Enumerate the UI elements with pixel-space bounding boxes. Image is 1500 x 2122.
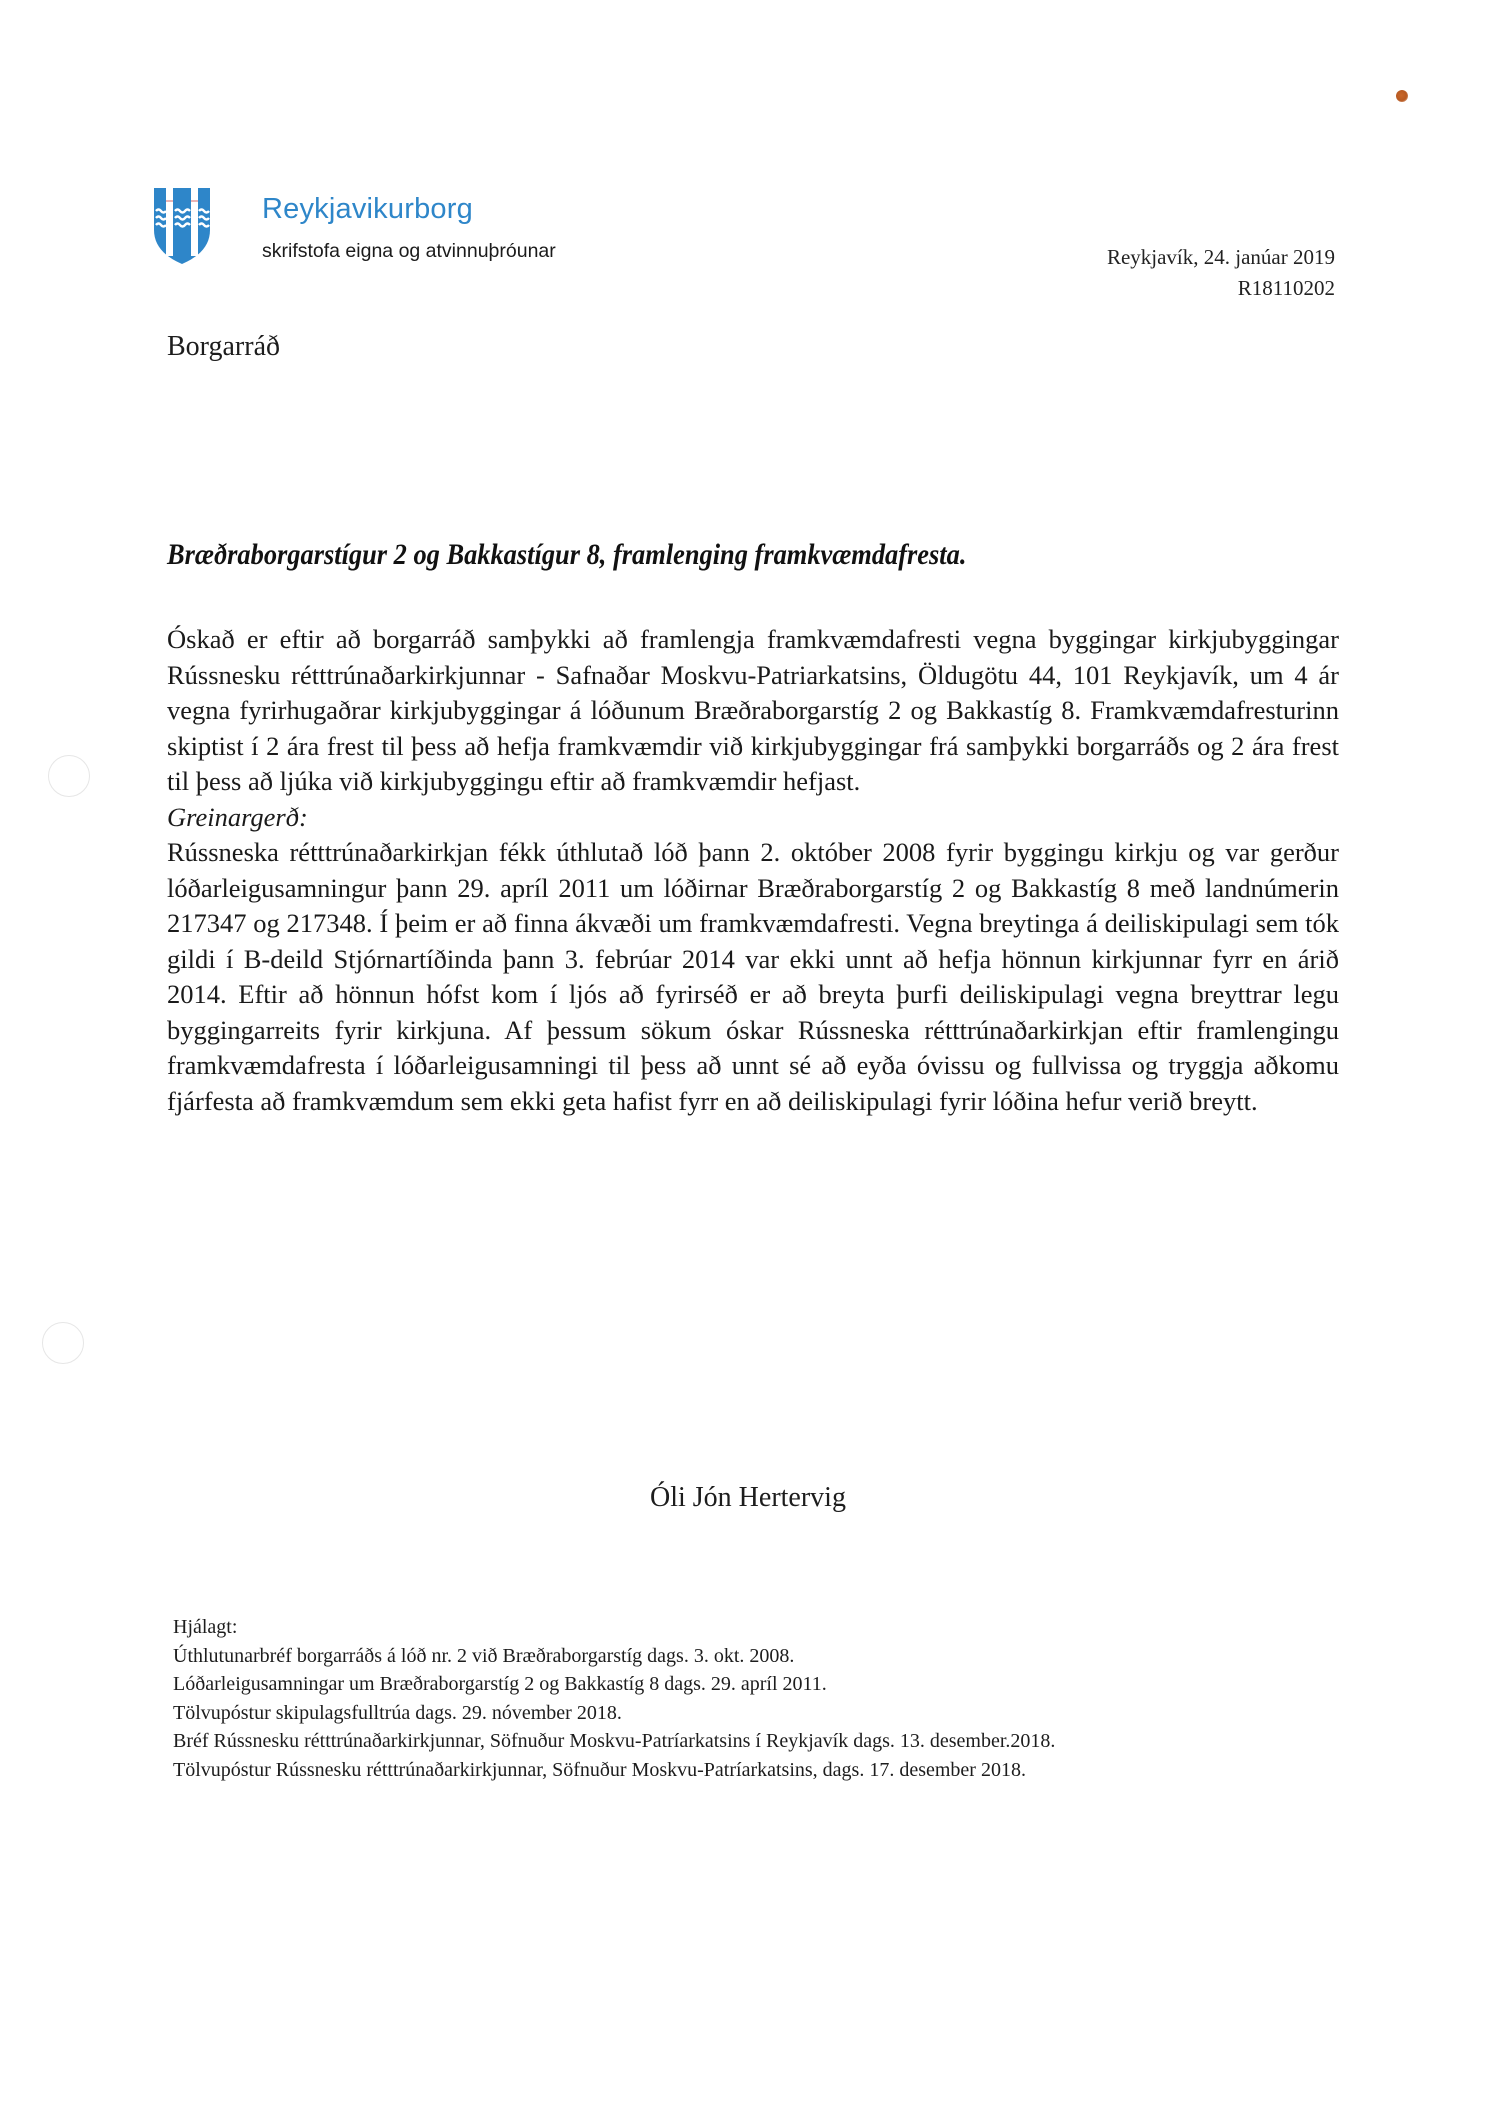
punch-hole-mark: [42, 1322, 84, 1364]
recipient: Borgarráð: [167, 331, 280, 362]
attachment-item: Tölvupóstur Rússnesku rétttrúnaðarkirkjunnar, Söfnuður Moskvu-Patríarkatsins, dags. 17. desember 2018.: [173, 1758, 1026, 1781]
date-block: [1107, 242, 1335, 304]
reykjavik-coat-of-arms-icon: [152, 186, 212, 266]
request-paragraph: Óskað er eftir að borgarráð samþykki að framlengja framkvæmdafresti vegna byggingar kirkjubyggingar Rússnesku rétttrúnaðarkirkjunnar - Safnaðar Moskvu-Patriarkatsins, Öldugötu 44, 101 Reykjavík, um 4 ár vegna fyrirhugaðrar kirkjubyggingar á lóðunum Bræðraborgarstíg 2 og Bakkastíg 8. Framkvæmdafresturinn skiptist í 2 ára frest til þess að hefja framkvæmdir við kirkjubyggingar frá samþykki borgarráðs og 2 ára frest til þess að ljúka við kirkjubyggingu eftir að framkvæmdir hefjast.: [167, 624, 1339, 796]
subject-line: Bræðraborgarstígur 2 og Bakkastígur 8, framlenging framkvæmdafresta.: [167, 538, 967, 571]
attachments-list: [173, 1613, 1055, 1784]
punch-hole-mark: [48, 755, 90, 797]
attachment-item: Bréf Rússnesku rétttrúnaðarkirkjunnar, Söfnuður Moskvu-Patríarkatsins í Reykjavík dags. 13. desember.2018.: [173, 1730, 1056, 1752]
place-date: Reykjavík, 24. janúar 2019: [1106, 245, 1335, 269]
attachment-item: Tölvupóstur skipulagsfulltrúa dags. 29. nóvember 2018.: [173, 1701, 622, 1724]
explanation-paragraph: Rússneska rétttrúnaðarkirkjan fékk úthlutað lóð þann 2. október 2008 fyrir byggingu kirkju og var gerður lóðarleigusamningur þann 29. apríl 2011 um lóðirnar Bræðraborgarstíg 2 og Bakkastíg 8 með landnúmerin 217347 og 217348. Í þeim er að finna ákvæði um framkvæmdafresti. Vegna breytinga á deiliskipulagi sem tók gildi í B-deild Stjórnartíðinda þann 3. febrúar 2014 var ekki unnt að hefja hönnun kirkjunnar fyrr en árið 2014. Eftir að hönnun hófst kom í ljós að fyrirséð er að breyta þurfi deiliskipulagi vegna breyttrar legu byggingarreits fyrir kirkjuna. Af þessum sökum óskar Rússneska rétttrúnaðarkirkjan eftir framlengingu framkvæmdafresta í lóðarleigusamningi til þess að unnt sé að eyða óvissu og fullvissa og tryggja aðkomu fjárfesta að framkvæmdum sem ekki geta hafist fyrr en að deiliskipulagi fyrir lóðina hefur verið breytt.: [167, 837, 1339, 1116]
section-heading: Greinargerð:: [167, 801, 308, 832]
department-name: skrifstofa eigna og atvinnuþróunar: [262, 240, 556, 262]
letter-body: [167, 622, 1339, 1119]
reference-number: R18110202: [1237, 276, 1335, 300]
ink-stain: [1396, 90, 1408, 102]
signature-name: Óli Jón Hertervig: [650, 1482, 846, 1513]
attachment-item: Lóðarleigusamningar um Bræðraborgarstíg 2 og Bakkastíg 8 dags. 29. apríl 2011.: [173, 1673, 827, 1695]
attachments-heading: Hjálagt:: [173, 1616, 238, 1638]
attachment-item: Úthlutunarbréf borgarráðs á lóð nr. 2 við Bræðraborgarstíg dags. 3. okt. 2008.: [173, 1644, 795, 1667]
organization-name: Reykjavikurborg: [262, 193, 473, 225]
